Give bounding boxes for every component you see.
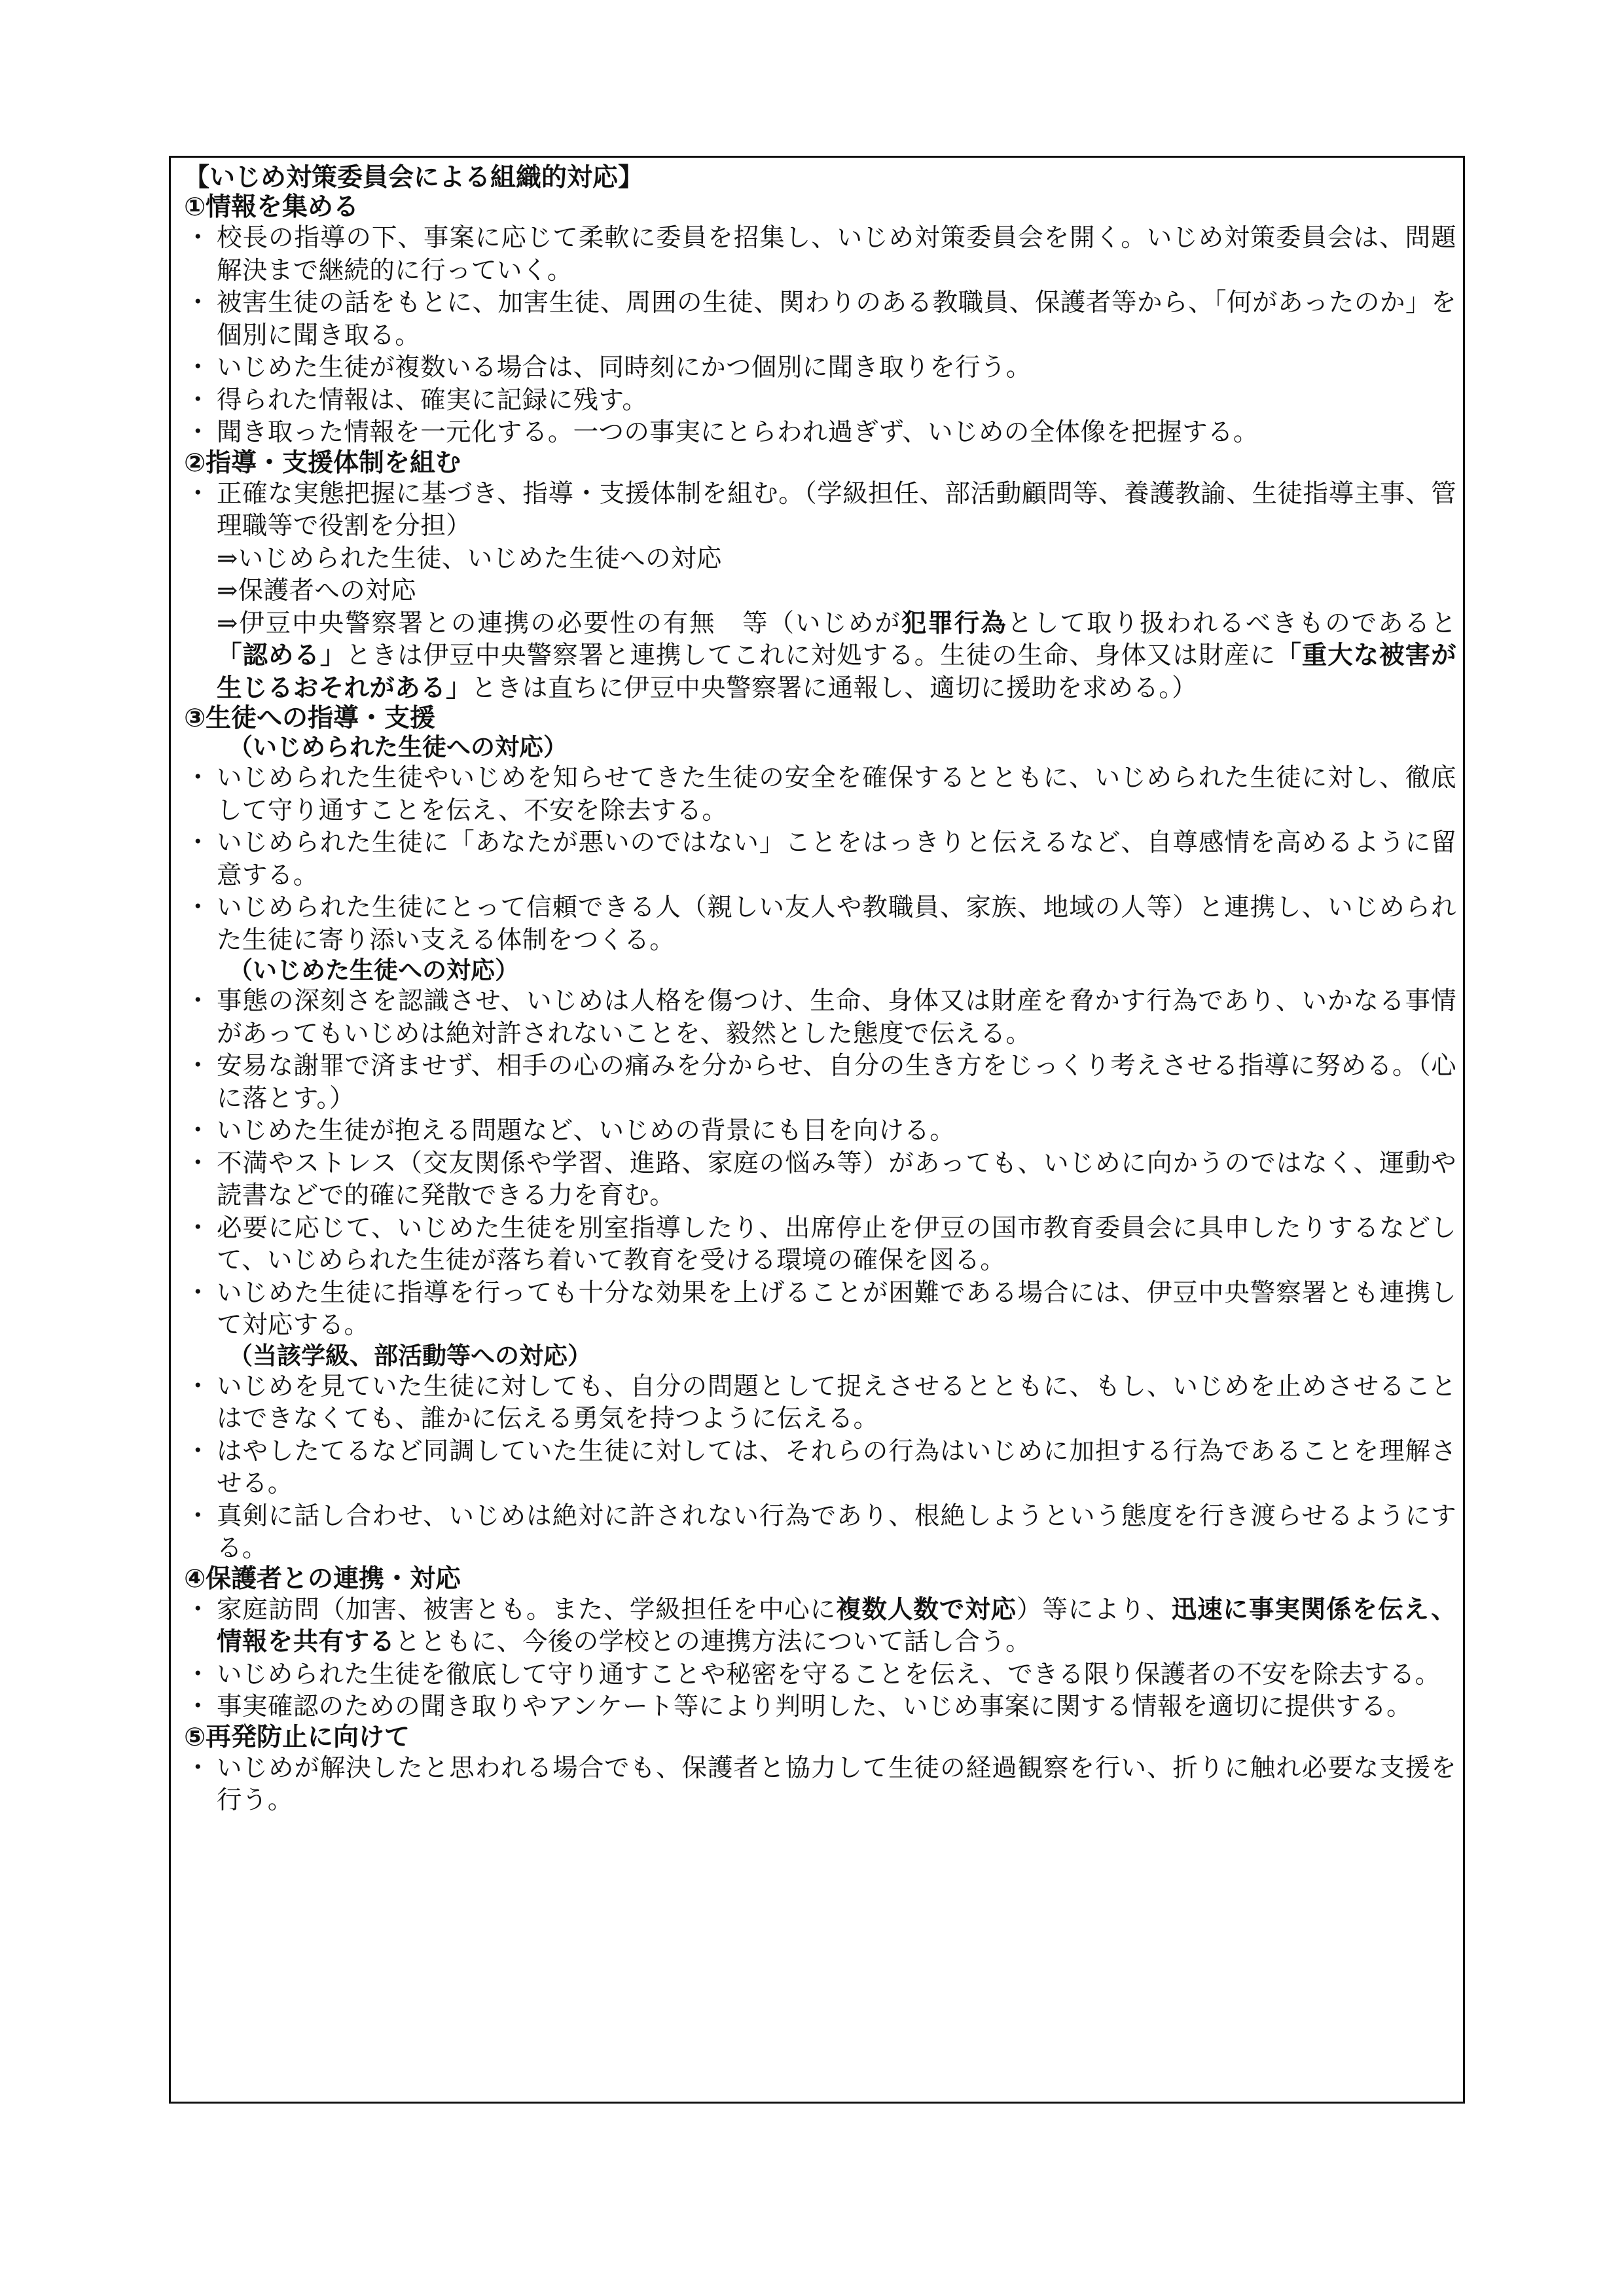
emphasis-criminal-act: 犯罪行為 [901, 608, 1007, 638]
list-item-home-visit [184, 1594, 1456, 1659]
bullet-list [184, 1371, 1456, 1565]
section-prevent-recurrence [184, 1723, 1456, 1817]
emphasis-recognize: 「認める」 [217, 641, 346, 670]
section-student-guidance [184, 704, 1456, 1565]
arrow-line: ⇒いじめられた生徒、いじめた生徒への対応 [217, 543, 722, 573]
text-run: ）等により、 [1017, 1594, 1172, 1624]
text-run: ⇒伊豆中央警察署との連携の必要性の有無 等（いじめが [217, 608, 901, 638]
subsection-heading: （いじめた生徒への対応） [228, 956, 519, 984]
section-heading: ⑤再発防止に向けて [184, 1722, 410, 1752]
list-item: ・ 不満やストレス（交友関係や学習、進路、家庭の悩み等）があっても、いじめに向かうのではなく、運動や読書などで的確に発散できる力を育む。 [184, 1147, 1456, 1212]
list-item: ・ 校長の指導の下、事案に応じて柔軟に委員を招集し、いじめ対策委員会を開く。いじめ対策委員会は、問題解決まで継続的に行っていく。 [184, 222, 1456, 287]
section-gather-info [184, 193, 1456, 449]
list-item: ・ 得られた情報は、確実に記録に残す。 [184, 384, 1456, 417]
list-item: ・ 事態の深刻さを認識させ、いじめは人格を傷つけ、生命、身体又は財産を脅かす行為であり、いかなる事情があってもいじめは絶対許されないことを、毅然とした態度で伝える。 [184, 985, 1456, 1050]
list-item: ・ 真剣に話し合わせ、いじめは絶対に許されない行為であり、根絶しようという態度を行き渡らせるようにする。 [184, 1500, 1456, 1565]
section-support-system [184, 449, 1456, 705]
list-item: ・ いじめられた生徒に「あなたが悪いのではない」ことをはっきりと伝えるなど、自尊感情を高めるように留意する。 [184, 827, 1456, 891]
text-run: ときは伊豆中央警察署と連携してこれに対処する。生徒の生命、身体又は財産に [346, 641, 1276, 670]
list-item: ・ 被害生徒の話をもとに、加害生徒、周囲の生徒、関わりのある教職員、保護者等から、「何があったのか」を個別に聞き取る。 [184, 287, 1456, 351]
text-run: ときは直ちに伊豆中央警察署に通報し、適切に援助を求める。） [471, 673, 1197, 703]
section-heading: ④保護者との連携・対応 [184, 1564, 461, 1594]
emphasis-share-info: 迅速に事実関係を伝え、情報を共有する [217, 1594, 1456, 1657]
list-item: ・ いじめた生徒に指導を行っても十分な効果を上げることが困難である場合には、伊豆中央警察署とも連携して対応する。 [184, 1277, 1456, 1342]
bullet-list [184, 762, 1456, 956]
document-title: 【いじめ対策委員会による組織的対応】 [184, 163, 644, 192]
list-item: ・ 正確な実態把握に基づき、指導・支援体制を組む。（学級担任、部活動顧問等、養護教諭、生徒指導主事、管理職等で役割を分担） [184, 478, 1456, 543]
list-item: ・ 安易な謝罪で済ませず、相手の心の痛みを分からせ、自分の生き方をじっくり考えさせる指導に努める。（心に落とす。） [184, 1050, 1456, 1115]
list-item: ・ いじめられた生徒にとって信頼できる人（親しい友人や教職員、家族、地域の人等）と連携し、いじめられた生徒に寄り添い支える体制をつくる。 [184, 891, 1456, 956]
list-item: ・ 聞き取った情報を一元化する。一つの事実にとらわれ過ぎず、いじめの全体像を把握する。 [184, 416, 1456, 449]
section-heading: ②指導・支援体制を組む [184, 448, 461, 478]
list-item: ・ いじめを見ていた生徒に対しても、自分の問題として捉えさせるとともに、もし、いじめを止めさせることはできなくても、誰かに伝える勇気を持つように伝える。 [184, 1371, 1456, 1435]
bullet-list [184, 222, 1456, 449]
bullet-list [184, 1752, 1456, 1817]
content-frame [169, 156, 1465, 2104]
subsection-heading: （当該学級、部活動等への対応） [228, 1341, 592, 1370]
list-item: ・ はやしたてるなど同調していた生徒に対しては、それらの行為はいじめに加担する行為であることを理解させる。 [184, 1435, 1456, 1500]
list-item: ・ いじめた生徒が抱える問題など、いじめの背景にも目を向ける。 [184, 1115, 1456, 1147]
text-run: 家庭訪問（加害、被害とも。また、学級担任を中心に [217, 1594, 837, 1624]
list-item: ・ いじめた生徒が複数いる場合は、同時刻にかつ個別に聞き取りを行う。 [184, 351, 1456, 384]
list-item: ・ いじめられた生徒やいじめを知らせてきた生徒の安全を確保するとともに、いじめられた生徒に対し、徹底して守り通すことを伝え、不安を除去する。 [184, 762, 1456, 827]
list-item: ・ 事実確認のための聞き取りやアンケート等により判明した、いじめ事案に関する情報を適切に提供する。 [184, 1691, 1456, 1723]
section-heading: ①情報を集める [184, 192, 359, 222]
list-item: ・ いじめられた生徒を徹底して守り通すことや秘密を守ることを伝え、できる限り保護者の不安を除去する。 [184, 1659, 1456, 1691]
arrow-line: ⇒保護者への対応 [217, 576, 416, 605]
subsection-heading: （いじめられた生徒への対応） [228, 733, 568, 761]
list-item: ・ 必要に応じて、いじめた生徒を別室指導したり、出席停止を伊豆の国市教育委員会に具申したりするなどして、いじめられた生徒が落ち着いて教育を受ける環境の確保を図る。 [184, 1212, 1456, 1277]
text-run: とともに、今後の学校との連携方法について話し合う。 [395, 1627, 1032, 1657]
bullet-list [184, 478, 1456, 543]
bullet-list [184, 985, 1456, 1342]
section-guardian-cooperation [184, 1565, 1456, 1723]
list-item: ・ いじめが解決したと思われる場合でも、保護者と協力して生徒の経過観察を行い、折りに触れ必要な支援を行う。 [184, 1752, 1456, 1817]
text-run: として取り扱われるべきものであると [1007, 608, 1456, 638]
bullet-list [184, 1594, 1456, 1723]
emphasis-multiple-staff: 複数人数で対応 [836, 1594, 1017, 1624]
section-heading: ③生徒への指導・支援 [184, 704, 436, 733]
emphasis-serious-harm: 「重大な被害が生じるおそれがある」 [217, 641, 1456, 703]
arrow-line-police [184, 607, 1456, 705]
